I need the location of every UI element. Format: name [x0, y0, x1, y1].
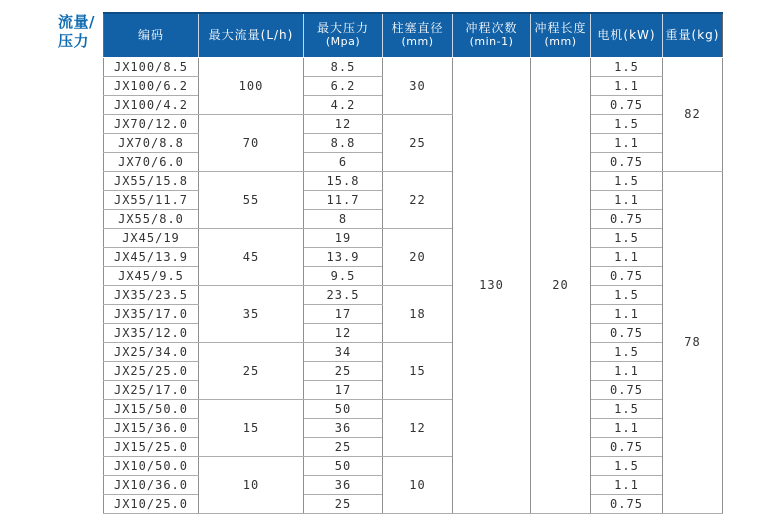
motor-cell: 1.1 [591, 304, 663, 323]
diameter-cell: 10 [383, 456, 453, 513]
diameter-cell: 22 [383, 171, 453, 228]
stroke-rate-cell: 130 [453, 57, 531, 513]
diameter-cell: 15 [383, 342, 453, 399]
section-label-line1: 流量/ [58, 13, 95, 31]
col-header-weight: 重量(kg) [663, 13, 723, 57]
motor-cell: 1.5 [591, 228, 663, 247]
col-header-max-pressure: 最大压力 (Mpa) [304, 13, 383, 57]
pressure-cell: 50 [304, 399, 383, 418]
pressure-cell: 23.5 [304, 285, 383, 304]
flow-cell: 55 [199, 171, 304, 228]
pressure-cell: 12 [304, 114, 383, 133]
pressure-cell: 25 [304, 494, 383, 513]
pressure-cell: 8.8 [304, 133, 383, 152]
section-label [58, 13, 95, 51]
code-cell: JX55/8.0 [104, 209, 199, 228]
col-header-stroke-rate: 冲程次数 (min-1) [453, 13, 531, 57]
flow-cell: 35 [199, 285, 304, 342]
motor-cell: 1.1 [591, 418, 663, 437]
pressure-cell: 4.2 [304, 95, 383, 114]
motor-cell: 1.1 [591, 190, 663, 209]
table-row [104, 285, 723, 304]
flow-cell: 70 [199, 114, 304, 171]
code-cell: JX15/25.0 [104, 437, 199, 456]
code-cell: JX35/17.0 [104, 304, 199, 323]
diameter-cell: 12 [383, 399, 453, 456]
motor-cell: 1.5 [591, 456, 663, 475]
table-row [104, 228, 723, 247]
motor-cell: 1.5 [591, 285, 663, 304]
header-row [104, 13, 723, 57]
code-cell: JX100/4.2 [104, 95, 199, 114]
motor-cell: 0.75 [591, 323, 663, 342]
motor-cell: 0.75 [591, 380, 663, 399]
code-cell: JX10/25.0 [104, 494, 199, 513]
pressure-cell: 12 [304, 323, 383, 342]
code-cell: JX25/34.0 [104, 342, 199, 361]
code-cell: JX25/17.0 [104, 380, 199, 399]
motor-cell: 0.75 [591, 494, 663, 513]
pressure-cell: 36 [304, 418, 383, 437]
code-cell: JX100/6.2 [104, 76, 199, 95]
code-cell: JX25/25.0 [104, 361, 199, 380]
pressure-cell: 13.9 [304, 247, 383, 266]
flow-cell: 15 [199, 399, 304, 456]
flow-cell: 10 [199, 456, 304, 513]
motor-cell: 1.1 [591, 475, 663, 494]
motor-cell: 0.75 [591, 437, 663, 456]
code-cell: JX35/23.5 [104, 285, 199, 304]
pressure-cell: 8.5 [304, 57, 383, 76]
diameter-cell: 18 [383, 285, 453, 342]
weight-cell: 82 [663, 57, 723, 171]
flow-cell: 45 [199, 228, 304, 285]
code-cell: JX15/36.0 [104, 418, 199, 437]
code-cell: JX15/50.0 [104, 399, 199, 418]
table-row [104, 342, 723, 361]
motor-cell: 1.1 [591, 361, 663, 380]
motor-cell: 1.1 [591, 133, 663, 152]
table-row [104, 57, 723, 76]
motor-cell: 0.75 [591, 152, 663, 171]
col-header-stroke-length: 冲程长度 (mm) [531, 13, 591, 57]
flow-cell: 25 [199, 342, 304, 399]
code-cell: JX35/12.0 [104, 323, 199, 342]
code-cell: JX70/8.8 [104, 133, 199, 152]
pressure-cell: 25 [304, 437, 383, 456]
pressure-cell: 11.7 [304, 190, 383, 209]
table-row [104, 399, 723, 418]
col-header-plunger-diameter: 柱塞直径 (mm) [383, 13, 453, 57]
pressure-cell: 17 [304, 380, 383, 399]
motor-cell: 1.1 [591, 247, 663, 266]
code-cell: JX10/50.0 [104, 456, 199, 475]
diameter-cell: 25 [383, 114, 453, 171]
diameter-cell: 30 [383, 57, 453, 114]
pressure-cell: 6.2 [304, 76, 383, 95]
code-cell: JX45/13.9 [104, 247, 199, 266]
spec-table-body [104, 57, 723, 513]
section-label-line2: 压力 [58, 32, 90, 50]
motor-cell: 1.5 [591, 114, 663, 133]
motor-cell: 1.5 [591, 342, 663, 361]
pressure-cell: 19 [304, 228, 383, 247]
motor-cell: 1.5 [591, 399, 663, 418]
code-cell: JX55/15.8 [104, 171, 199, 190]
motor-cell: 0.75 [591, 266, 663, 285]
pressure-cell: 9.5 [304, 266, 383, 285]
code-cell: JX100/8.5 [104, 57, 199, 76]
motor-cell: 1.1 [591, 76, 663, 95]
col-header-motor: 电机(kW) [591, 13, 663, 57]
motor-cell: 0.75 [591, 209, 663, 228]
stroke-length-cell: 20 [531, 57, 591, 513]
code-cell: JX45/9.5 [104, 266, 199, 285]
pressure-cell: 17 [304, 304, 383, 323]
code-cell: JX45/19 [104, 228, 199, 247]
col-header-max-flow: 最大流量(L/h) [199, 13, 304, 57]
table-row [104, 171, 723, 190]
motor-cell: 0.75 [591, 95, 663, 114]
table-row [104, 114, 723, 133]
pressure-cell: 25 [304, 361, 383, 380]
motor-cell: 1.5 [591, 57, 663, 76]
code-cell: JX70/12.0 [104, 114, 199, 133]
flow-cell: 100 [199, 57, 304, 114]
spec-table-header [104, 13, 723, 57]
pressure-cell: 8 [304, 209, 383, 228]
table-row [104, 456, 723, 475]
code-cell: JX10/36.0 [104, 475, 199, 494]
diameter-cell: 20 [383, 228, 453, 285]
pressure-cell: 36 [304, 475, 383, 494]
col-header-code: 编码 [104, 13, 199, 57]
pressure-cell: 6 [304, 152, 383, 171]
pressure-cell: 34 [304, 342, 383, 361]
spec-table [103, 12, 723, 514]
pressure-cell: 15.8 [304, 171, 383, 190]
weight-cell: 78 [663, 171, 723, 513]
code-cell: JX70/6.0 [104, 152, 199, 171]
code-cell: JX55/11.7 [104, 190, 199, 209]
pressure-cell: 50 [304, 456, 383, 475]
motor-cell: 1.5 [591, 171, 663, 190]
